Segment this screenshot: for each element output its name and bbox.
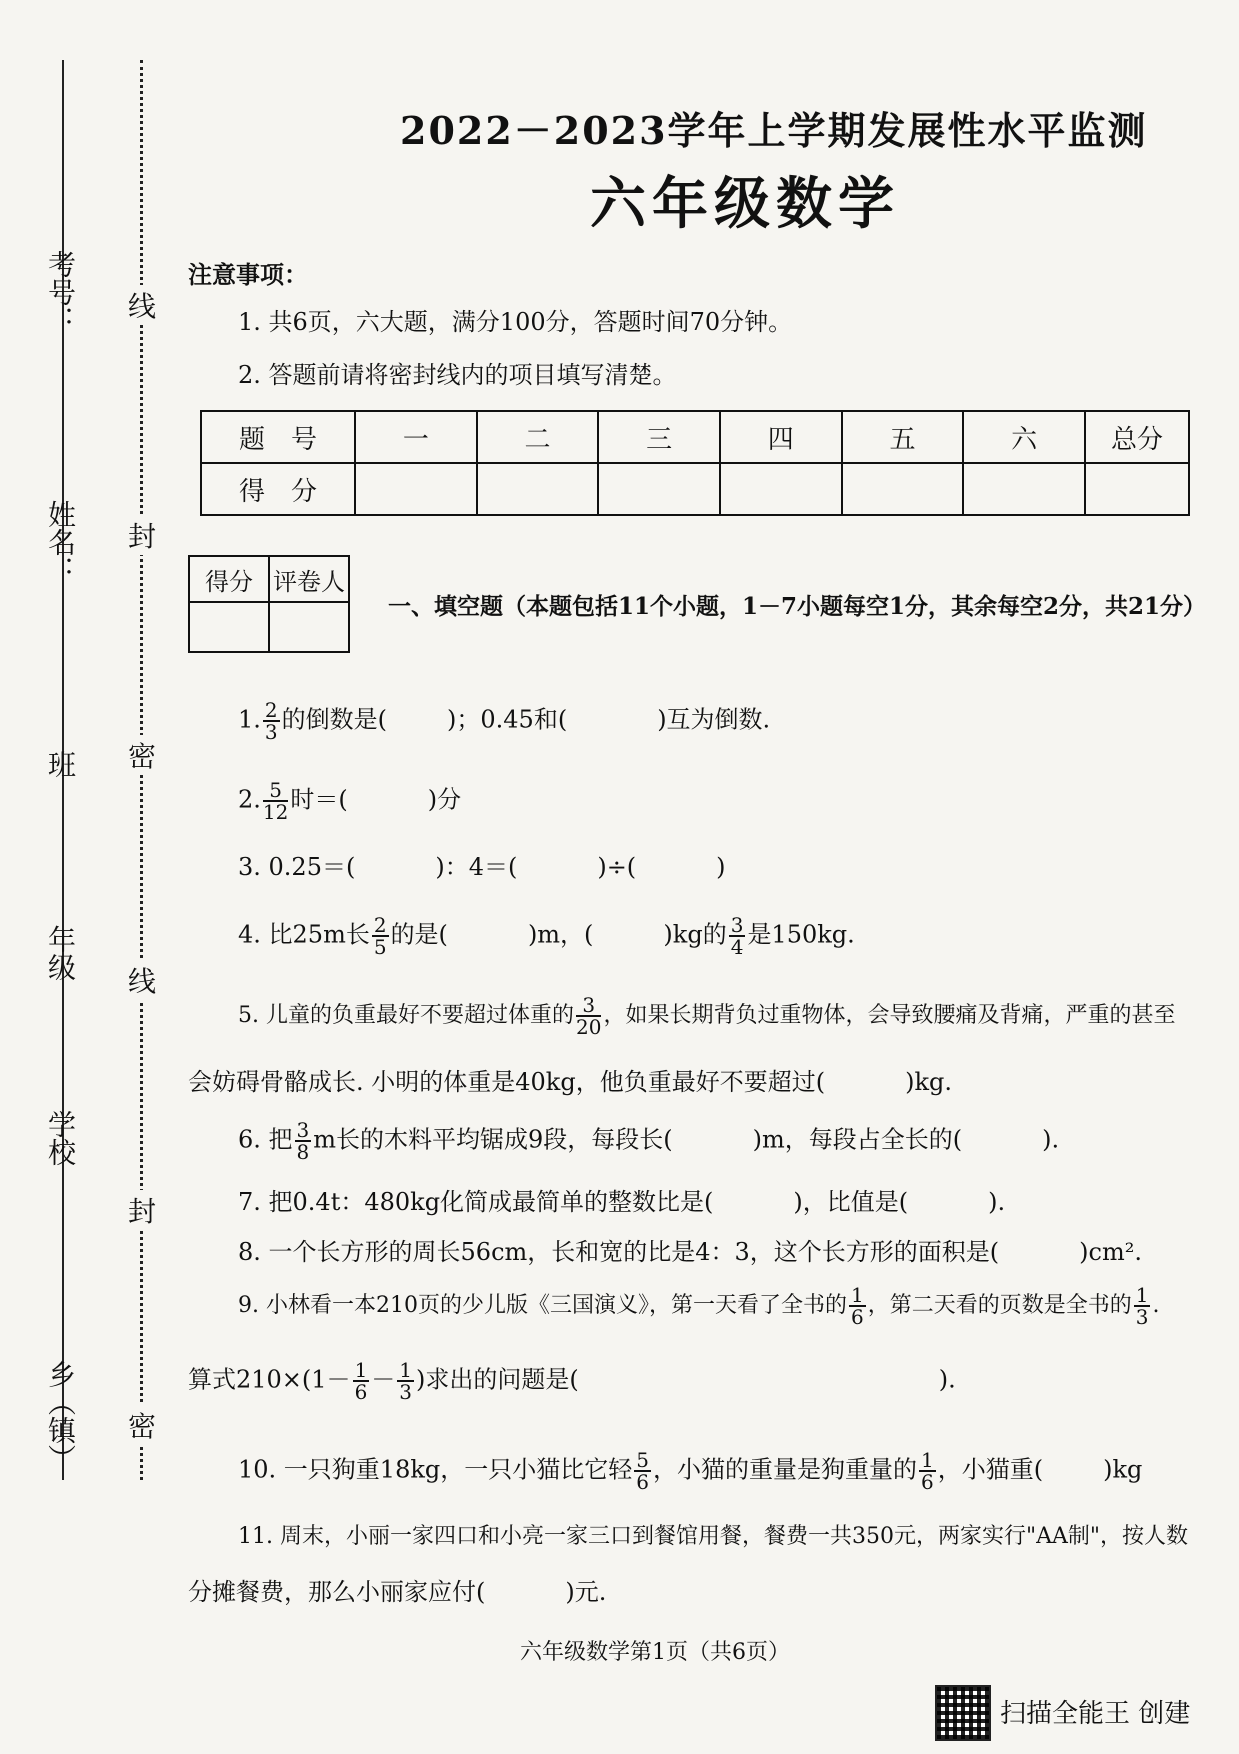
question-4: 4. 比25m长 $\frac{2}{5}$ 的是( )m，( )kg的 $\frac{3}{4}$ 是150kg.	[238, 913, 855, 959]
score-header-cell: 四	[720, 411, 842, 463]
subject-title: 六年级数学	[590, 171, 900, 237]
fraction: $\frac{1}{3}$	[1135, 1283, 1149, 1329]
grader-label: 评卷人	[269, 556, 349, 602]
question-7: 7. 把0.4t：480kg化简成最简单的整数比是( )，比值是( ).	[238, 1188, 1006, 1216]
grader-score-cell	[189, 602, 269, 652]
grade-label: 年级	[44, 925, 77, 981]
qr-code-icon	[935, 1685, 991, 1741]
grader-box	[188, 555, 350, 653]
seal-char: 线	[128, 960, 156, 1000]
fraction: $\frac{2}{3}$	[264, 698, 278, 744]
score-header-cell: 总分	[1085, 411, 1189, 463]
page-footer: 六年级数学第1页（共6页）	[520, 1640, 790, 1665]
exam-title: 2022－2023学年上学期发展性水平监测	[400, 108, 1148, 153]
score-row-label: 得 分	[201, 463, 355, 515]
fraction: $\frac{2}{5}$	[373, 913, 387, 959]
question-8: 8. 一个长方形的周长56cm，长和宽的比是4：3，这个长方形的面积是( )cm².	[238, 1238, 1142, 1266]
note-item: 1. 共6页，六大题，满分100分，答题时间70分钟。	[238, 308, 793, 336]
section-heading: 一、填空题（本题包括11个小题，1－7小题每空1分，其余每空2分，共21分）	[388, 593, 1207, 620]
score-header-cell: 三	[598, 411, 720, 463]
score-cell	[842, 463, 964, 515]
score-header-cell: 一	[355, 411, 477, 463]
fraction: $\frac{3}{4}$	[730, 913, 744, 959]
fraction: $\frac{3}{20}$	[576, 993, 602, 1039]
score-header-cell: 二	[477, 411, 599, 463]
grader-name-cell	[269, 602, 349, 652]
fraction: $\frac{5}{12}$	[262, 778, 289, 824]
score-cell	[355, 463, 477, 515]
note-item: 2. 答题前请将密封线内的项目填写清楚。	[238, 361, 677, 389]
question-1: 1. $\frac{2}{3}$ 的倒数是( )；0.45和( )互为倒数.	[238, 698, 771, 744]
seal-char: 封	[128, 1190, 156, 1230]
fraction: $\frac{1}{6}$	[920, 1448, 934, 1494]
question-3: 3. 0.25＝( )：4＝( )÷( )	[238, 853, 726, 881]
fraction: $\frac{3}{8}$	[296, 1118, 310, 1164]
score-cell	[720, 463, 842, 515]
score-header-cell: 五	[842, 411, 964, 463]
town-label: 乡（镇）	[44, 1360, 77, 1472]
score-cell	[477, 463, 599, 515]
seal-char: 封	[128, 515, 156, 555]
seal-char: 线	[128, 285, 156, 325]
score-table	[200, 410, 1190, 516]
fraction: $\frac{1}{6}$	[850, 1283, 864, 1329]
seal-char: 密	[128, 735, 156, 775]
scanner-watermark: 扫描全能王 创建	[1000, 1699, 1191, 1729]
score-header-cell: 六	[963, 411, 1085, 463]
fraction: $\frac{1}{3}$	[399, 1358, 413, 1404]
school-label: 学校	[44, 1110, 77, 1166]
seal-char: 密	[128, 1405, 156, 1445]
question-5: 5. 儿童的负重最好不要超过体重的 $\frac{3}{20}$ ，如果长期背负过重物体，会导致腰痛及背痛，严重的甚至	[238, 993, 1176, 1039]
question-9: 9. 小林看一本210页的少儿版《三国演义》，第一天看了全书的 $\frac{1}{6}$ ，第二天看的页数是全书的 $\frac{1}{3}$ .	[238, 1283, 1160, 1329]
notes-heading: 注意事项：	[188, 260, 308, 289]
question-9-cont: 算式210×(1－ $\frac{1}{6}$ － $\frac{1}{3}$ )求出的问题是( ).	[188, 1358, 956, 1404]
question-10: 10. 一只狗重18kg，一只小猫比它轻 $\frac{5}{6}$ ，小猫的重量是狗重量的 $\frac{1}{6}$ ，小猫重( )kg	[238, 1448, 1143, 1494]
exam-no-label: 考号：	[44, 250, 77, 334]
class-label: 班	[44, 750, 77, 778]
fraction: $\frac{1}{6}$	[354, 1358, 368, 1404]
score-cell	[598, 463, 720, 515]
score-cell	[1085, 463, 1189, 515]
score-cell	[963, 463, 1085, 515]
question-11: 11. 周末，小丽一家四口和小亮一家三口到餐馆用餐，餐费一共350元，两家实行"AA制"，按人数	[238, 1524, 1188, 1549]
name-label: 姓名：	[44, 500, 77, 584]
question-5-cont: 会妨碍骨骼成长. 小明的体重是40kg，他负重最好不要超过( )kg.	[188, 1068, 952, 1096]
question-6: 6. 把 $\frac{3}{8}$ m长的木料平均锯成9段，每段长( )m，每段占全长的( ).	[238, 1118, 1060, 1164]
fraction: $\frac{5}{6}$	[636, 1448, 649, 1494]
question-11-cont: 分摊餐费，那么小丽家应付( )元.	[188, 1578, 607, 1606]
score-header-label: 题 号	[201, 411, 355, 463]
grader-score-label: 得分	[189, 556, 269, 602]
question-2: 2. $\frac{5}{12}$ 时＝( )分	[238, 778, 462, 824]
